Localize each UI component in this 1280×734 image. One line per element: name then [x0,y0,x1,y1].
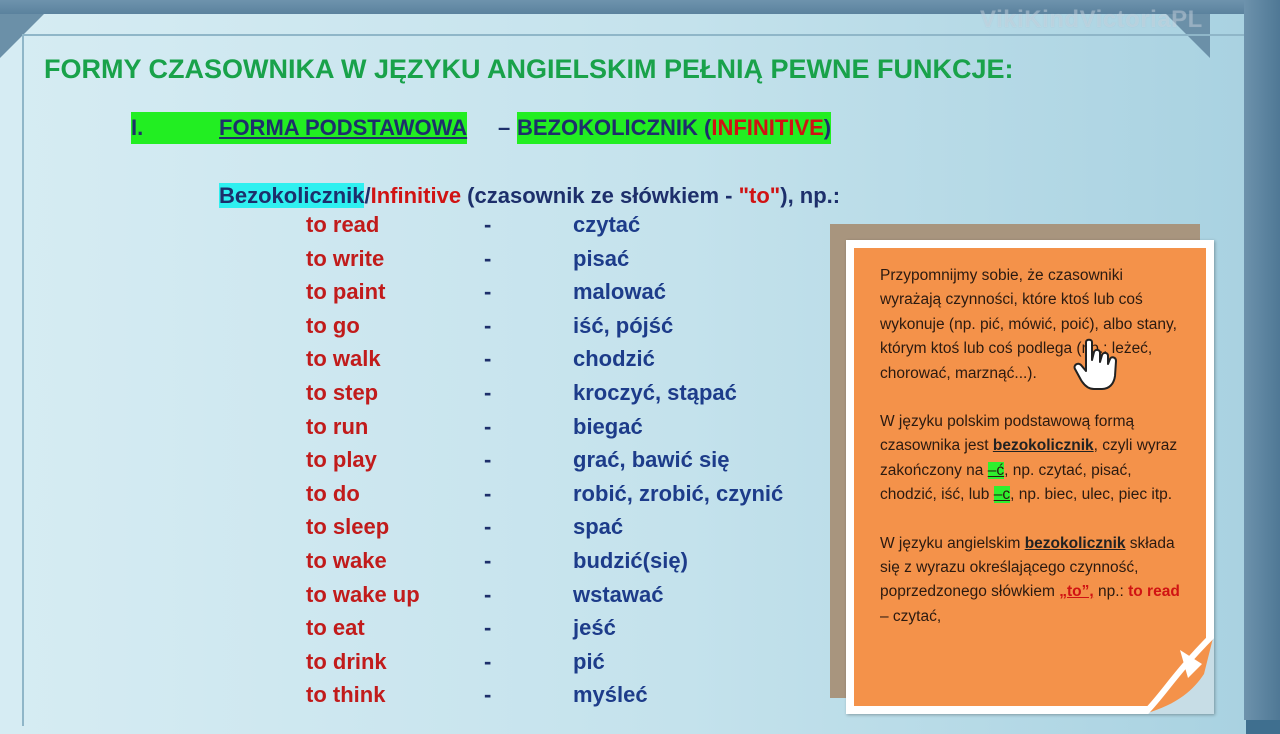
polish-translation: malować [573,279,666,305]
english-verb: to read [306,212,380,237]
channel-watermark: VikiKindVictoriaPL [980,6,1203,33]
term-bezokolicznik: bezokolicznik [992,437,1094,455]
polish-translation: myśleć [573,682,648,708]
polish-translation: robić, zrobić, czynić [573,480,784,506]
separator-dash: - [484,514,492,540]
page-curl-icon [1144,634,1214,714]
subheading-term-pl: Bezokolicznik [219,183,365,208]
note-text [880,264,1180,653]
ending-c: –c [993,486,1011,504]
polish-translation: pisać [573,245,630,271]
ending-c-soft: –ć [987,461,1005,479]
polish-translation: budzić(się) [573,547,688,573]
polish-translation: spać [573,514,624,540]
section-dash: – [498,115,511,140]
note-card [846,240,1214,714]
polish-translation: kroczyć, stąpać [573,379,737,405]
note-paragraph-1: Przypomnijmy sobie, że czasowniki wyrażają czynności, które ktoś lub coś wykonuje (np. pić, mówić, poić), albo stany, którym ktoś lub coś podlega (np.: leżeć, chorować, marznąć...). [880,267,1177,382]
note-paragraph-3: W języku angielskim bezokolicznik składa się z wyrazu określającego czynność, poprzedzonego słówkiem „to”, np.: to read – czytać, [880,534,1180,625]
english-verb: to walk [306,346,381,372]
english-verb: to run [306,413,369,439]
separator-dash: - [484,346,492,372]
hand-cursor-icon [1072,338,1118,392]
polish-translation: jeść [573,615,616,641]
separator-dash: - [484,312,492,338]
section-name: FORMA PODSTAWOWA [219,112,467,144]
polish-translation: biegać [573,413,643,439]
english-verb: to write [306,245,385,271]
separator-dash: - [484,615,492,641]
english-verb: to do [306,480,360,506]
english-verb: to eat [306,615,365,641]
section-term: BEZOKOLICZNIK (INFINITIVE) [517,112,831,144]
section-number: I. [131,112,221,144]
english-verb: to wake up [306,581,420,607]
separator-dash: - [484,581,492,607]
separator-dash: - [484,547,492,573]
english-verb: to play [306,447,377,473]
polish-translation: wstawać [573,581,664,607]
term-bezokolicznik-2: bezokolicznik [1024,534,1126,552]
slide-frame-right [1244,0,1280,720]
separator-dash: - [484,648,492,674]
separator-dash: - [484,413,492,439]
separator-dash: - [484,245,492,271]
polish-translation: pić [573,648,605,674]
example-to-read: to read [1128,583,1180,601]
polish-translation: iść, pójść [573,312,674,338]
separator-dash: - [484,682,492,708]
english-verb: to go [306,312,360,338]
section-term-pl: BEZOKOLICZNIK [517,115,698,140]
english-verb: to step [306,379,379,405]
separator-dash: - [484,279,492,305]
english-verb: to drink [306,648,387,674]
note-paragraph-2: W języku polskim podstawową formą czasownika jest bezokolicznik, czyli wyraz zakończony na –ć, np. czytać, pisać, chodzić, iść, lub –c, np. biec, ulec, piec itp. [880,413,1178,504]
subheading-to: "to" [738,183,781,208]
separator-dash: - [484,447,492,473]
subheading: Bezokolicznik/Infinitive (czasownik ze słówkiem - "to"), np.: [219,183,841,208]
separator-dash: - [484,379,492,405]
english-verb: to wake [306,547,387,573]
subheading-term-en: Infinitive [370,183,462,208]
word-to: „to”, [1059,583,1094,601]
english-verb: to sleep [306,514,390,540]
polish-translation: grać, bawić się [573,447,730,473]
polish-translation: czytać [573,212,641,237]
section-term-en: INFINITIVE [711,115,824,140]
polish-translation: chodzić [573,346,655,372]
english-verb: to paint [306,279,386,305]
slide-title: FORMY CZASOWNIKA W JĘZYKU ANGIELSKIM PEŁNIĄ PEWNE FUNKCJE: [44,54,1014,84]
separator-dash: - [484,480,492,506]
english-verb: to think [306,682,386,708]
separator-dash: - [484,212,492,237]
